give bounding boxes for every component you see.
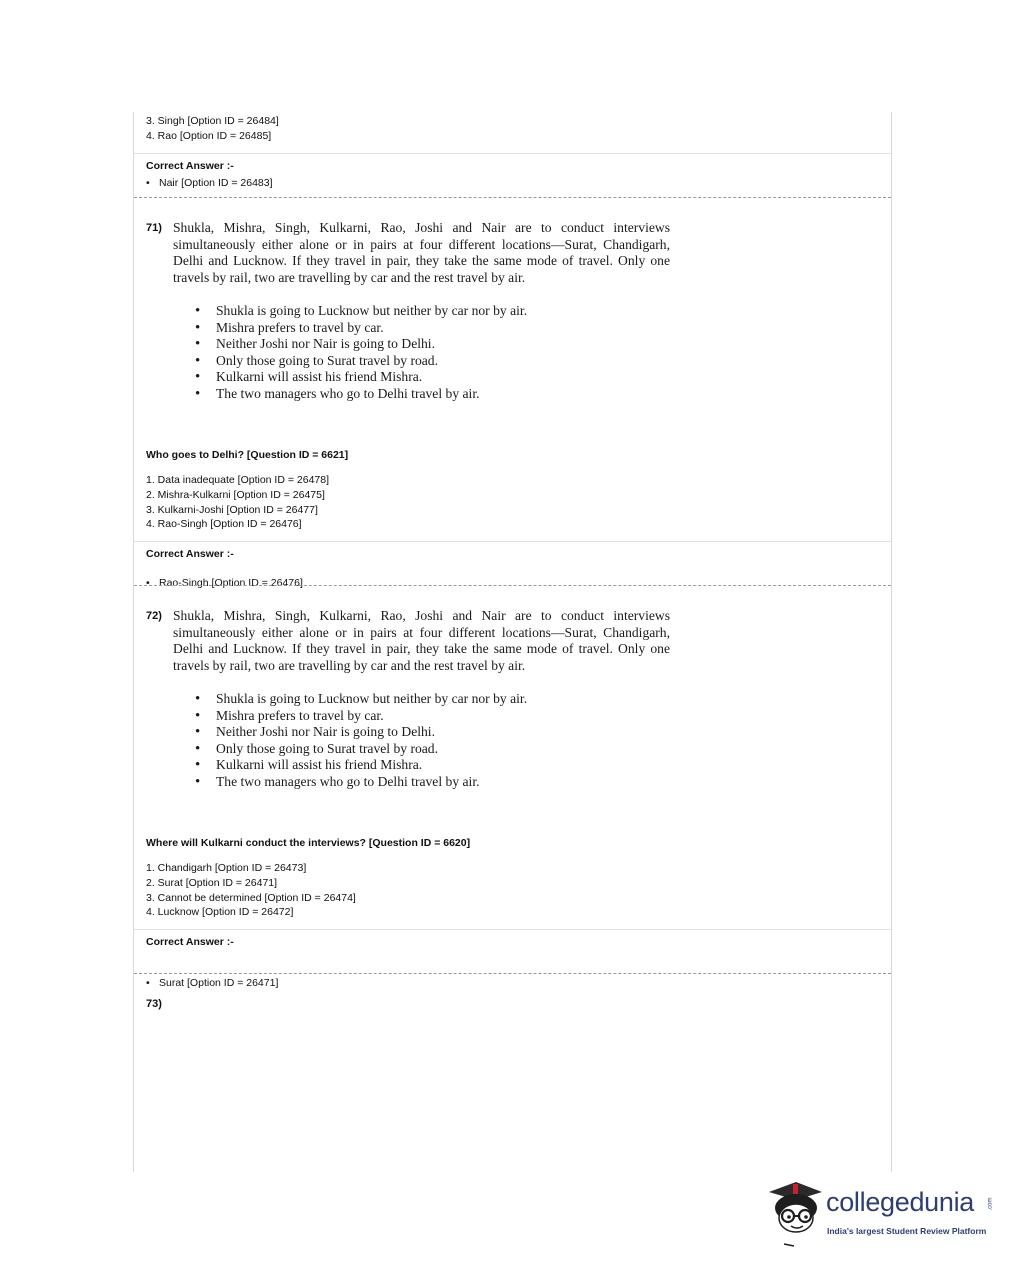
option-2: 2. Mishra-Kulkarni [Option ID = 26475] bbox=[146, 489, 325, 501]
correct-answer-label: Correct Answer :- bbox=[146, 936, 234, 948]
divider bbox=[134, 153, 891, 154]
condition-list bbox=[195, 691, 527, 791]
question-text: Where will Kulkarni conduct the interviews? [Question ID = 6620] bbox=[146, 837, 471, 849]
question-text: Who goes to Delhi? [Question ID = 6621] bbox=[146, 449, 349, 461]
list-item: • Mishra prefers to travel by car. bbox=[195, 708, 527, 725]
question-passage: Shukla, Mishra, Singh, Kulkarni, Rao, Joshi and Nair are to conduct interviews simultaneously either alone or in pairs at four different locations—Surat, Chandigarh, Delhi and Lucknow. If they travel in pair, they take the same mode of travel. Only one travels by rail, two are travelling by car and the rest travel by air. bbox=[173, 220, 670, 285]
condition-list bbox=[195, 303, 527, 403]
divider bbox=[134, 929, 891, 930]
question-passage: Shukla, Mishra, Singh, Kulkarni, Rao, Joshi and Nair are to conduct interviews simultaneously either alone or in pairs at four different locations—Surat, Chandigarh, Delhi and Lucknow. If they travel in pair, they take the same mode of travel. Only one travels by rail, two are travelling by car and the rest travel by air. bbox=[173, 608, 670, 673]
option-4: 4. Lucknow [Option ID = 26472] bbox=[146, 906, 294, 918]
list-item: • Kulkarni will assist his friend Mishra. bbox=[195, 757, 527, 774]
question-number: 73) bbox=[146, 998, 162, 1010]
list-item: • The two managers who go to Delhi travel by air. bbox=[195, 386, 527, 403]
correct-answer-value: • Rao-Singh [Option ID = 26476] bbox=[146, 577, 1025, 589]
list-item: • Neither Joshi nor Nair is going to Delhi. bbox=[195, 724, 527, 741]
list-item: • Shukla is going to Lucknow but neither by car nor by air. bbox=[195, 303, 527, 320]
brand-tagline: India's largest Student Review Platform bbox=[827, 1226, 987, 1236]
question-number: 71) bbox=[146, 222, 162, 234]
list-item: • Kulkarni will assist his friend Mishra. bbox=[195, 369, 527, 386]
question-separator bbox=[134, 197, 891, 198]
correct-answer-value: • Nair [Option ID = 26483] bbox=[146, 177, 1025, 189]
question-separator bbox=[134, 973, 891, 974]
option-1: 1. Chandigarh [Option ID = 26473] bbox=[146, 862, 307, 874]
correct-answer-label: Correct Answer :- bbox=[146, 160, 234, 172]
correct-answer-value: • Surat [Option ID = 26471] bbox=[146, 977, 1025, 989]
option-2: 2. Surat [Option ID = 26471] bbox=[146, 877, 278, 889]
list-item: • Only those going to Surat travel by road. bbox=[195, 353, 527, 370]
divider bbox=[134, 541, 891, 542]
option-3-prev: 3. Singh [Option ID = 26484] bbox=[146, 115, 279, 127]
option-3: 3. Cannot be determined [Option ID = 26474] bbox=[146, 892, 356, 904]
list-item: • Neither Joshi nor Nair is going to Delhi. bbox=[195, 336, 527, 353]
list-item: • Mishra prefers to travel by car. bbox=[195, 320, 527, 337]
option-1: 1. Data inadequate [Option ID = 26478] bbox=[146, 474, 330, 486]
option-4-prev: 4. Rao [Option ID = 26485] bbox=[146, 130, 272, 142]
brand-suffix: .com bbox=[987, 1197, 994, 1211]
list-item: • Only those going to Surat travel by road. bbox=[195, 741, 527, 758]
option-4: 4. Rao-Singh [Option ID = 26476] bbox=[146, 518, 302, 530]
list-item: • The two managers who go to Delhi travel by air. bbox=[195, 774, 527, 791]
option-3: 3. Kulkarni-Joshi [Option ID = 26477] bbox=[146, 504, 318, 516]
brand-name: collegedunia bbox=[826, 1187, 975, 1217]
question-number: 72) bbox=[146, 610, 162, 622]
question-separator bbox=[134, 585, 891, 586]
list-item: • Shukla is going to Lucknow but neither by car nor by air. bbox=[195, 691, 527, 708]
correct-answer-label: Correct Answer :- bbox=[146, 548, 234, 560]
